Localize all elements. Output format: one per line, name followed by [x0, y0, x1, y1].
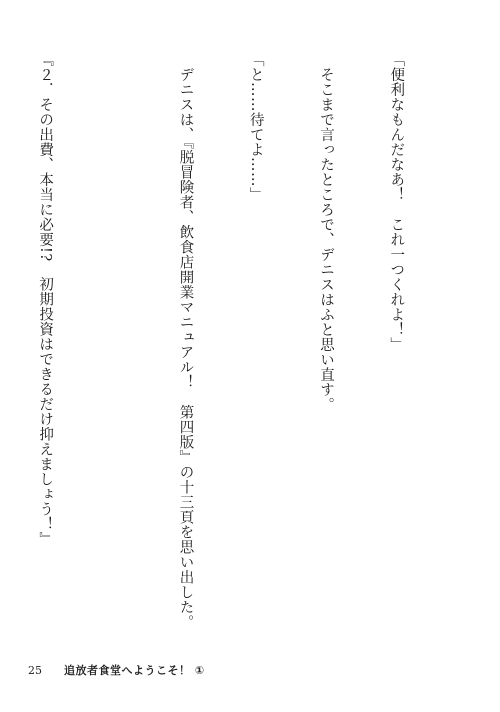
running-title: 追放者食堂へようこそ！ ①	[64, 664, 205, 677]
text-line: そこまで言ったところで、デニスはふと思い直す。	[317, 52, 334, 412]
page-number: 25	[28, 664, 42, 677]
blank-line	[103, 52, 126, 652]
text-line: 「と……待てよ……」	[247, 52, 264, 202]
body-text	[0, 52, 454, 652]
page-footer	[28, 662, 205, 678]
text-line: デニスは、『脱冒険者、飲食店開業マニュアル！ 第四版』の十三頁を思い出した。	[177, 52, 194, 630]
text-line: 「便利なもんだなあ！ これ一つくれよ！」	[388, 52, 405, 352]
text-line: 『２．その出費、本当に必要!? 初期投資はできるだけ抑えましょう！』	[37, 52, 54, 547]
